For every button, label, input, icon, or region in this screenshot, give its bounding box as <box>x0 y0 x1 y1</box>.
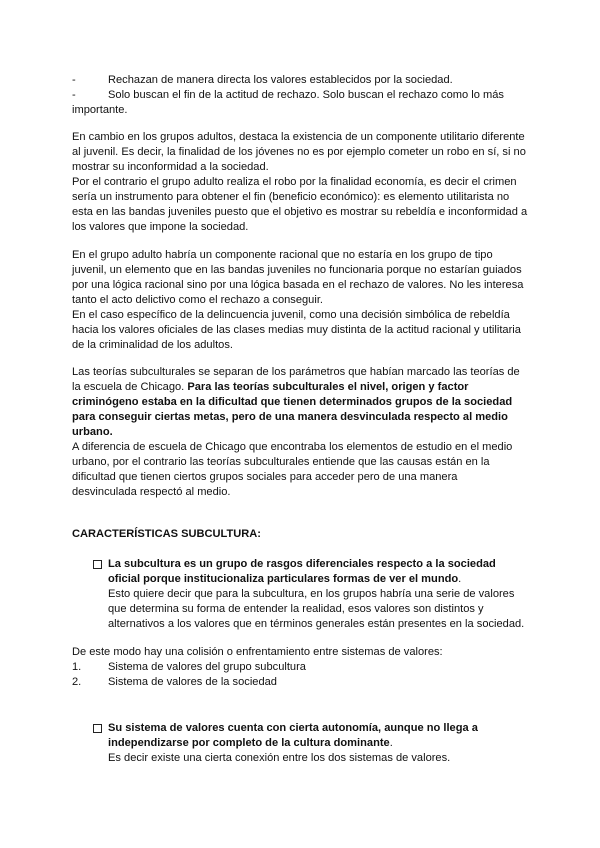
bullet-marker: - <box>72 89 76 101</box>
paragraph-line: los valores que impone la sociedad. <box>72 221 249 233</box>
paragraph-line: sería un instrumento para obtener el fin (beneficio económico): es elemento utilitarista no <box>72 191 510 203</box>
item-bold-line: La subcultura es un grupo de rasgos diferenciales respecto a la sociedad <box>108 558 496 570</box>
paragraph-line: esta en las bandas juveniles puesto que el objetivo es mostrar su rebeldía e inconformidad a <box>72 206 528 218</box>
paragraph-line-mixed <box>72 380 468 396</box>
paragraph-line: tanto el acto delictivo como el rechazo a conseguir. <box>72 294 323 306</box>
paragraph-bold-line: para conseguir ciertas metas, pero de una manera desvinculada respecto al medio <box>72 411 508 423</box>
paragraph-line: En el grupo adulto habría un componente racional que no estaría en los grupo de tipo <box>72 249 493 261</box>
bullet-text: Solo buscan el fin de la actitud de rechazo. Solo buscan el rechazo como lo más <box>108 89 504 101</box>
item-bold-text: oficial porque institucionaliza particulares formas de ver el mundo <box>108 573 459 585</box>
paragraph-line: mostrar su inconformidad a la sociedad. <box>72 161 269 173</box>
item-bold-line-mixed <box>108 572 461 588</box>
list-number: 1. <box>72 661 82 673</box>
paragraph-bold-text: Para las teorías subculturales el nivel, origen y factor <box>187 381 469 393</box>
item-line: alternativos a los valores que en términos generales están presentes en la sociedad. <box>108 618 525 630</box>
item-bold-line-mixed <box>108 736 393 752</box>
section-heading: CARACTERÍSTICAS SUBCULTURA: <box>72 528 261 540</box>
item-bold-tail: . <box>458 573 462 585</box>
item-line: Esto quiere decir que para la subcultura, en los grupos habría una serie de valores <box>108 588 515 600</box>
paragraph-line: dificultad que tienen ciertos grupos sociales para acceder pero de una manera <box>72 471 458 483</box>
item-bold-tail: . <box>389 737 393 749</box>
item-line: que determina su forma de entender la realidad, esos valores son distintos y <box>108 603 484 615</box>
list-item: Sistema de valores de la sociedad <box>108 676 277 688</box>
checkbox-icon <box>93 560 102 569</box>
paragraph-bold-line: criminógeno estaba en la dificultad que tienen determinados grupos de la sociedad <box>72 396 513 408</box>
list-item: Sistema de valores del grupo subcultura <box>108 661 306 673</box>
paragraph-line: desvinculada respectó al medio. <box>72 486 231 498</box>
list-number: 2. <box>72 676 82 688</box>
bullet-text-continuation: importante. <box>72 104 128 116</box>
paragraph-line: juvenil, un elemento que en las bandas juveniles no funcionaria porque no estarían guiados <box>72 264 522 276</box>
paragraph-bold-line: urbano. <box>72 426 113 438</box>
checkbox-icon <box>93 724 102 733</box>
item-bold-line: Su sistema de valores cuenta con cierta autonomía, aunque no llega a <box>108 722 478 734</box>
paragraph-line: A diferencia de escuela de Chicago que encontraba los elementos de estudio en el medio <box>72 441 513 453</box>
paragraph-line: de la criminalidad de los adultos. <box>72 339 233 351</box>
bullet-marker: - <box>72 74 76 86</box>
paragraph-line: Por el contrario el grupo adulto realiza el robo por la finalidad economía, es decir el crimen <box>72 176 517 188</box>
paragraph-line: En el caso específico de la delincuencia juvenil, como una decisión simbólica de rebeldía <box>72 309 510 321</box>
paragraph-line: hacia los valores oficiales de las clases medias muy distinta de la actitud racional y utilitaria <box>72 324 521 336</box>
paragraph-text: la escuela de Chicago. <box>72 381 188 393</box>
bullet-text: Rechazan de manera directa los valores establecidos por la sociedad. <box>108 74 453 86</box>
paragraph-line: por una lógica racional sino por una lógica basada en el rechazo de valores. No les interesa <box>72 279 524 291</box>
paragraph-line: En cambio en los grupos adultos, destaca la existencia de un componente utilitario diferente <box>72 131 525 143</box>
paragraph-line: urbano, por el contrario las teorías subculturales entiende que las causas están en la <box>72 456 490 468</box>
paragraph-line: al juvenil. Es decir, la finalidad de los jóvenes no es por ejemplo cometer un robo en sí, si no <box>72 146 526 158</box>
item-bold-text: independizarse por completo de la cultura dominante <box>108 737 390 749</box>
paragraph-line: De este modo hay una colisión o enfrentamiento entre sistemas de valores: <box>72 646 443 658</box>
item-line: Es decir existe una cierta conexión entre los dos sistemas de valores. <box>108 752 451 764</box>
paragraph-line: Las teorías subculturales se separan de los parámetros que habían marcado las teorías de <box>72 366 520 378</box>
